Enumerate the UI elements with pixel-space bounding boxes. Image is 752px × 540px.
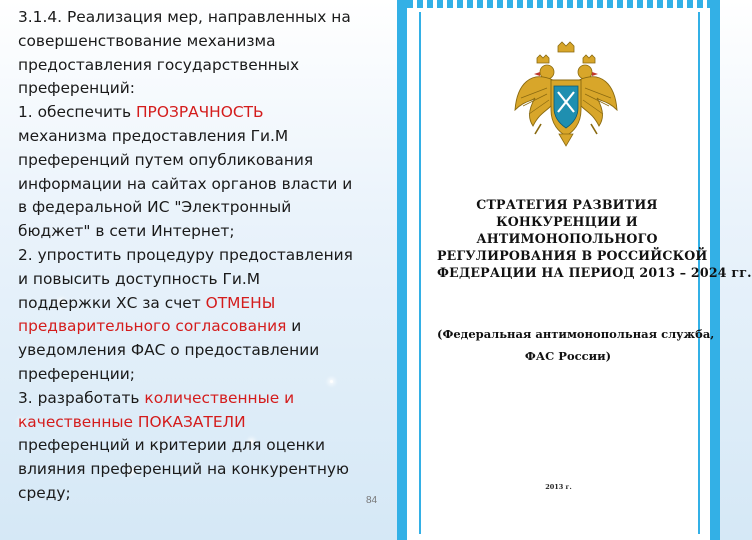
book-cover-image	[397, 0, 752, 540]
text-segment: предоставления государственных	[18, 55, 300, 74]
cover-title-line: КОНКУРЕНЦИИ И	[496, 214, 638, 229]
highlighted-text: ПРОЗРАЧНОСТЬ	[135, 103, 264, 122]
highlighted-text: ОТМЕНЫ	[205, 293, 276, 312]
text-line	[18, 434, 378, 458]
text-segment: влияния преференций на конкурентную	[18, 460, 349, 479]
slide-body-text	[18, 6, 378, 506]
text-segment: поддержки ХС за счет	[18, 293, 206, 312]
text-line	[18, 220, 378, 244]
cover-title-line: АНТИМОНОПОЛЬНОГО	[476, 231, 658, 246]
text-segment: совершенствование механизма	[18, 31, 276, 50]
cover-title-line: СТРАТЕГИЯ РАЗВИТИЯ	[476, 197, 658, 212]
cover-top-stripe	[407, 0, 710, 8]
text-segment: преференций путем опубликования	[18, 150, 314, 169]
text-segment: и	[286, 317, 302, 336]
text-segment: и повысить доступность Ги.М	[18, 269, 261, 288]
text-segment: бюджет" в сети Интернет;	[18, 222, 235, 241]
cover-year: 2013 г.	[545, 483, 572, 491]
text-line	[18, 482, 378, 506]
text-segment: механизма предоставления Ги.М	[18, 126, 289, 145]
text-segment: преференций:	[18, 79, 135, 98]
slide-page-number: 84	[366, 495, 378, 506]
text-line	[18, 363, 378, 387]
text-segment: 1. обеспечить	[18, 103, 136, 122]
text-line	[18, 339, 378, 363]
text-segment: в федеральной ИС "Электронный	[18, 198, 292, 217]
text-segment: преференций и критерии для оценки	[18, 436, 326, 455]
text-line	[18, 54, 378, 78]
text-line	[18, 387, 378, 411]
text-line	[18, 292, 378, 316]
text-segment: 2. упростить процедуру предоставления	[18, 245, 353, 264]
text-line	[18, 125, 378, 149]
cover-subtitle-line: (Федеральная антимонопольная служба,	[437, 327, 715, 341]
text-segment: среду;	[18, 483, 71, 502]
highlighted-text: предварительного согласования	[18, 317, 287, 336]
cover-title-line: РЕГУЛИРОВАНИЯ В РОССИЙСКОЙ	[437, 248, 708, 263]
text-line	[18, 411, 378, 435]
highlighted-text: количественные и	[144, 388, 295, 407]
text-line	[18, 173, 378, 197]
text-line	[18, 458, 378, 482]
text-line	[18, 77, 378, 101]
text-segment: 3. разработать	[18, 388, 145, 407]
highlighted-text: качественные ПОКАЗАТЕЛИ	[18, 412, 246, 431]
text-line	[18, 268, 378, 292]
text-line	[18, 6, 378, 30]
double-headed-eagle-emblem-icon	[511, 40, 621, 150]
text-line	[18, 149, 378, 173]
text-line	[18, 315, 378, 339]
text-segment: 3.1.4. Реализация мер, направленных на	[18, 8, 351, 26]
text-line	[18, 244, 378, 268]
text-segment: уведомления ФАС о предоставлении	[18, 341, 320, 360]
text-line	[18, 30, 378, 54]
text-segment: информации на сайтах органов власти и	[18, 174, 353, 193]
cover-title-line: ФЕДЕРАЦИИ НА ПЕРИОД 2013 – 2024 гг.	[437, 265, 752, 280]
cover-title	[437, 196, 752, 281]
cover-subtitle-line: ФАС России)	[524, 349, 612, 363]
text-line	[18, 196, 378, 220]
text-segment: преференции;	[18, 364, 135, 383]
text-line	[18, 101, 378, 125]
cover-subtitle	[437, 323, 715, 367]
